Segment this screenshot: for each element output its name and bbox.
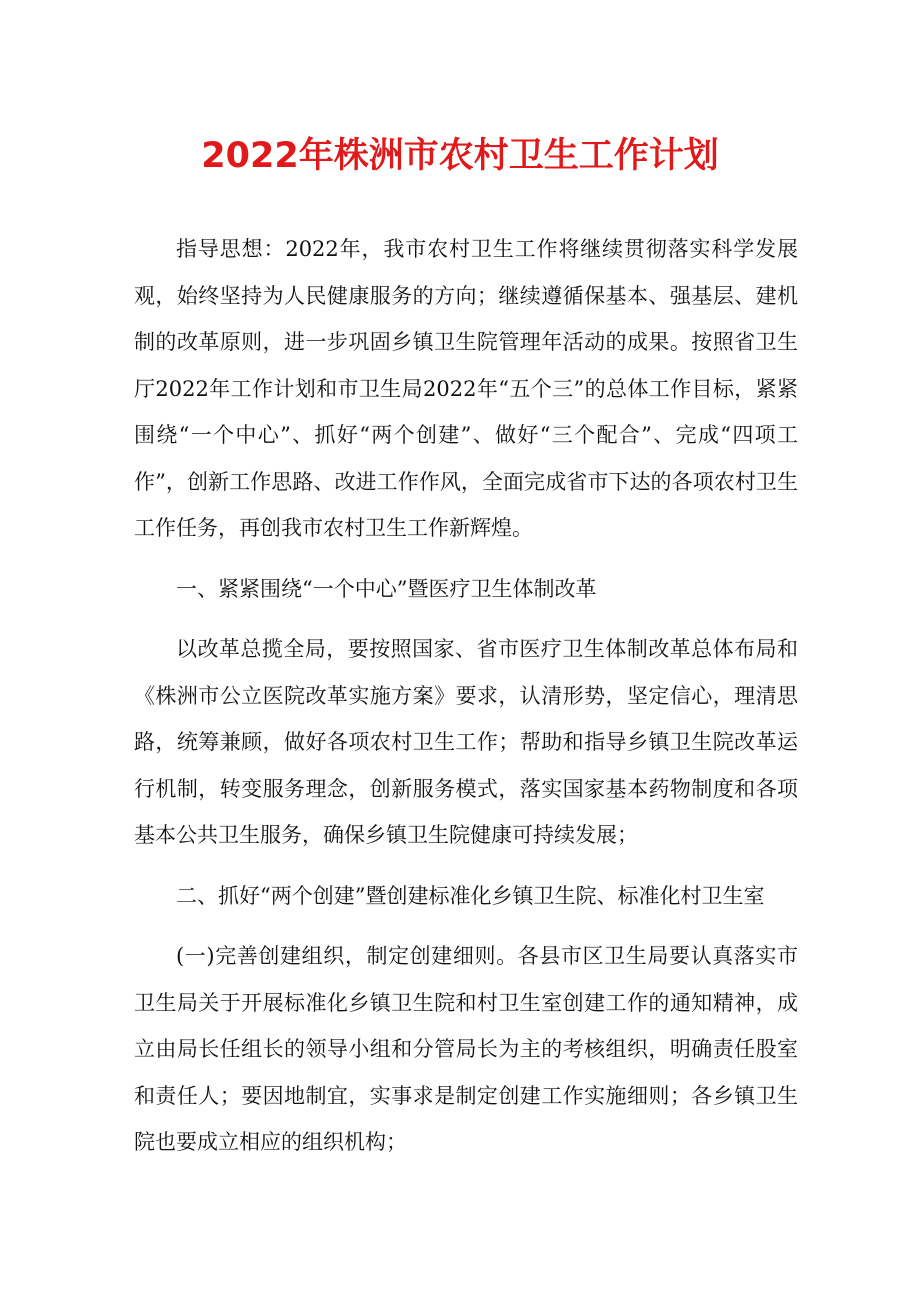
document-body xyxy=(134,226,798,1180)
section-two-item-one-paragraph: (一)完善创建组织，制定创建细则。各县市区卫生局要认真落实市卫生局关于开展标准化乡镇卫生院和村卫生室创建工作的通知精神，成立由局长任组长的领导小组和分管局长为主的考核组织，明确责任股室和责任人；要因地制宜，实事求是制定创建工作实施细则；各乡镇卫生院也要成立相应的组织机构； xyxy=(134,944,798,1154)
section-one-heading: 一、紧紧围绕“一个中心”暨医疗卫生体制改革 xyxy=(176,576,597,601)
guiding-thought-paragraph: 指导思想：2022年，我市农村卫生工作将继续贯彻落实科学发展观，始终坚持为人民健康服务的方向；继续遵循保基本、强基层、建机制的改革原则，进一步巩固乡镇卫生院管理年活动的成果。按照省卫生厅2022年工作计划和市卫生局2022年“五个三”的总体工作目标，紧紧围绕“一个中心”、抓好“两个创建”、做好“三个配合”、完成“四项工作”，创新工作思路、改进工作作风，全面完成省市下达的各项农村卫生工作任务，再创我市农村卫生工作新辉煌。 xyxy=(134,237,798,540)
document-title: 2022年株洲市农村卫生工作计划 xyxy=(201,136,719,176)
section-one-paragraph: 以改革总揽全局，要按照国家、省市医疗卫生体制改革总体布局和《株洲市公立医院改革实施方案》要求，认清形势，坚定信心，理清思路，统筹兼顾，做好各项农村卫生工作；帮助和指导乡镇卫生院改革运行机制，转变服务理念，创新服务模式，落实国家基本药物制度和各项基本公共卫生服务，确保乡镇卫生院健康可持续发展； xyxy=(134,637,798,847)
section-two-heading: 二、抓好“两个创建”暨创建标准化乡镇卫生院、标准化村卫生室 xyxy=(176,883,765,908)
